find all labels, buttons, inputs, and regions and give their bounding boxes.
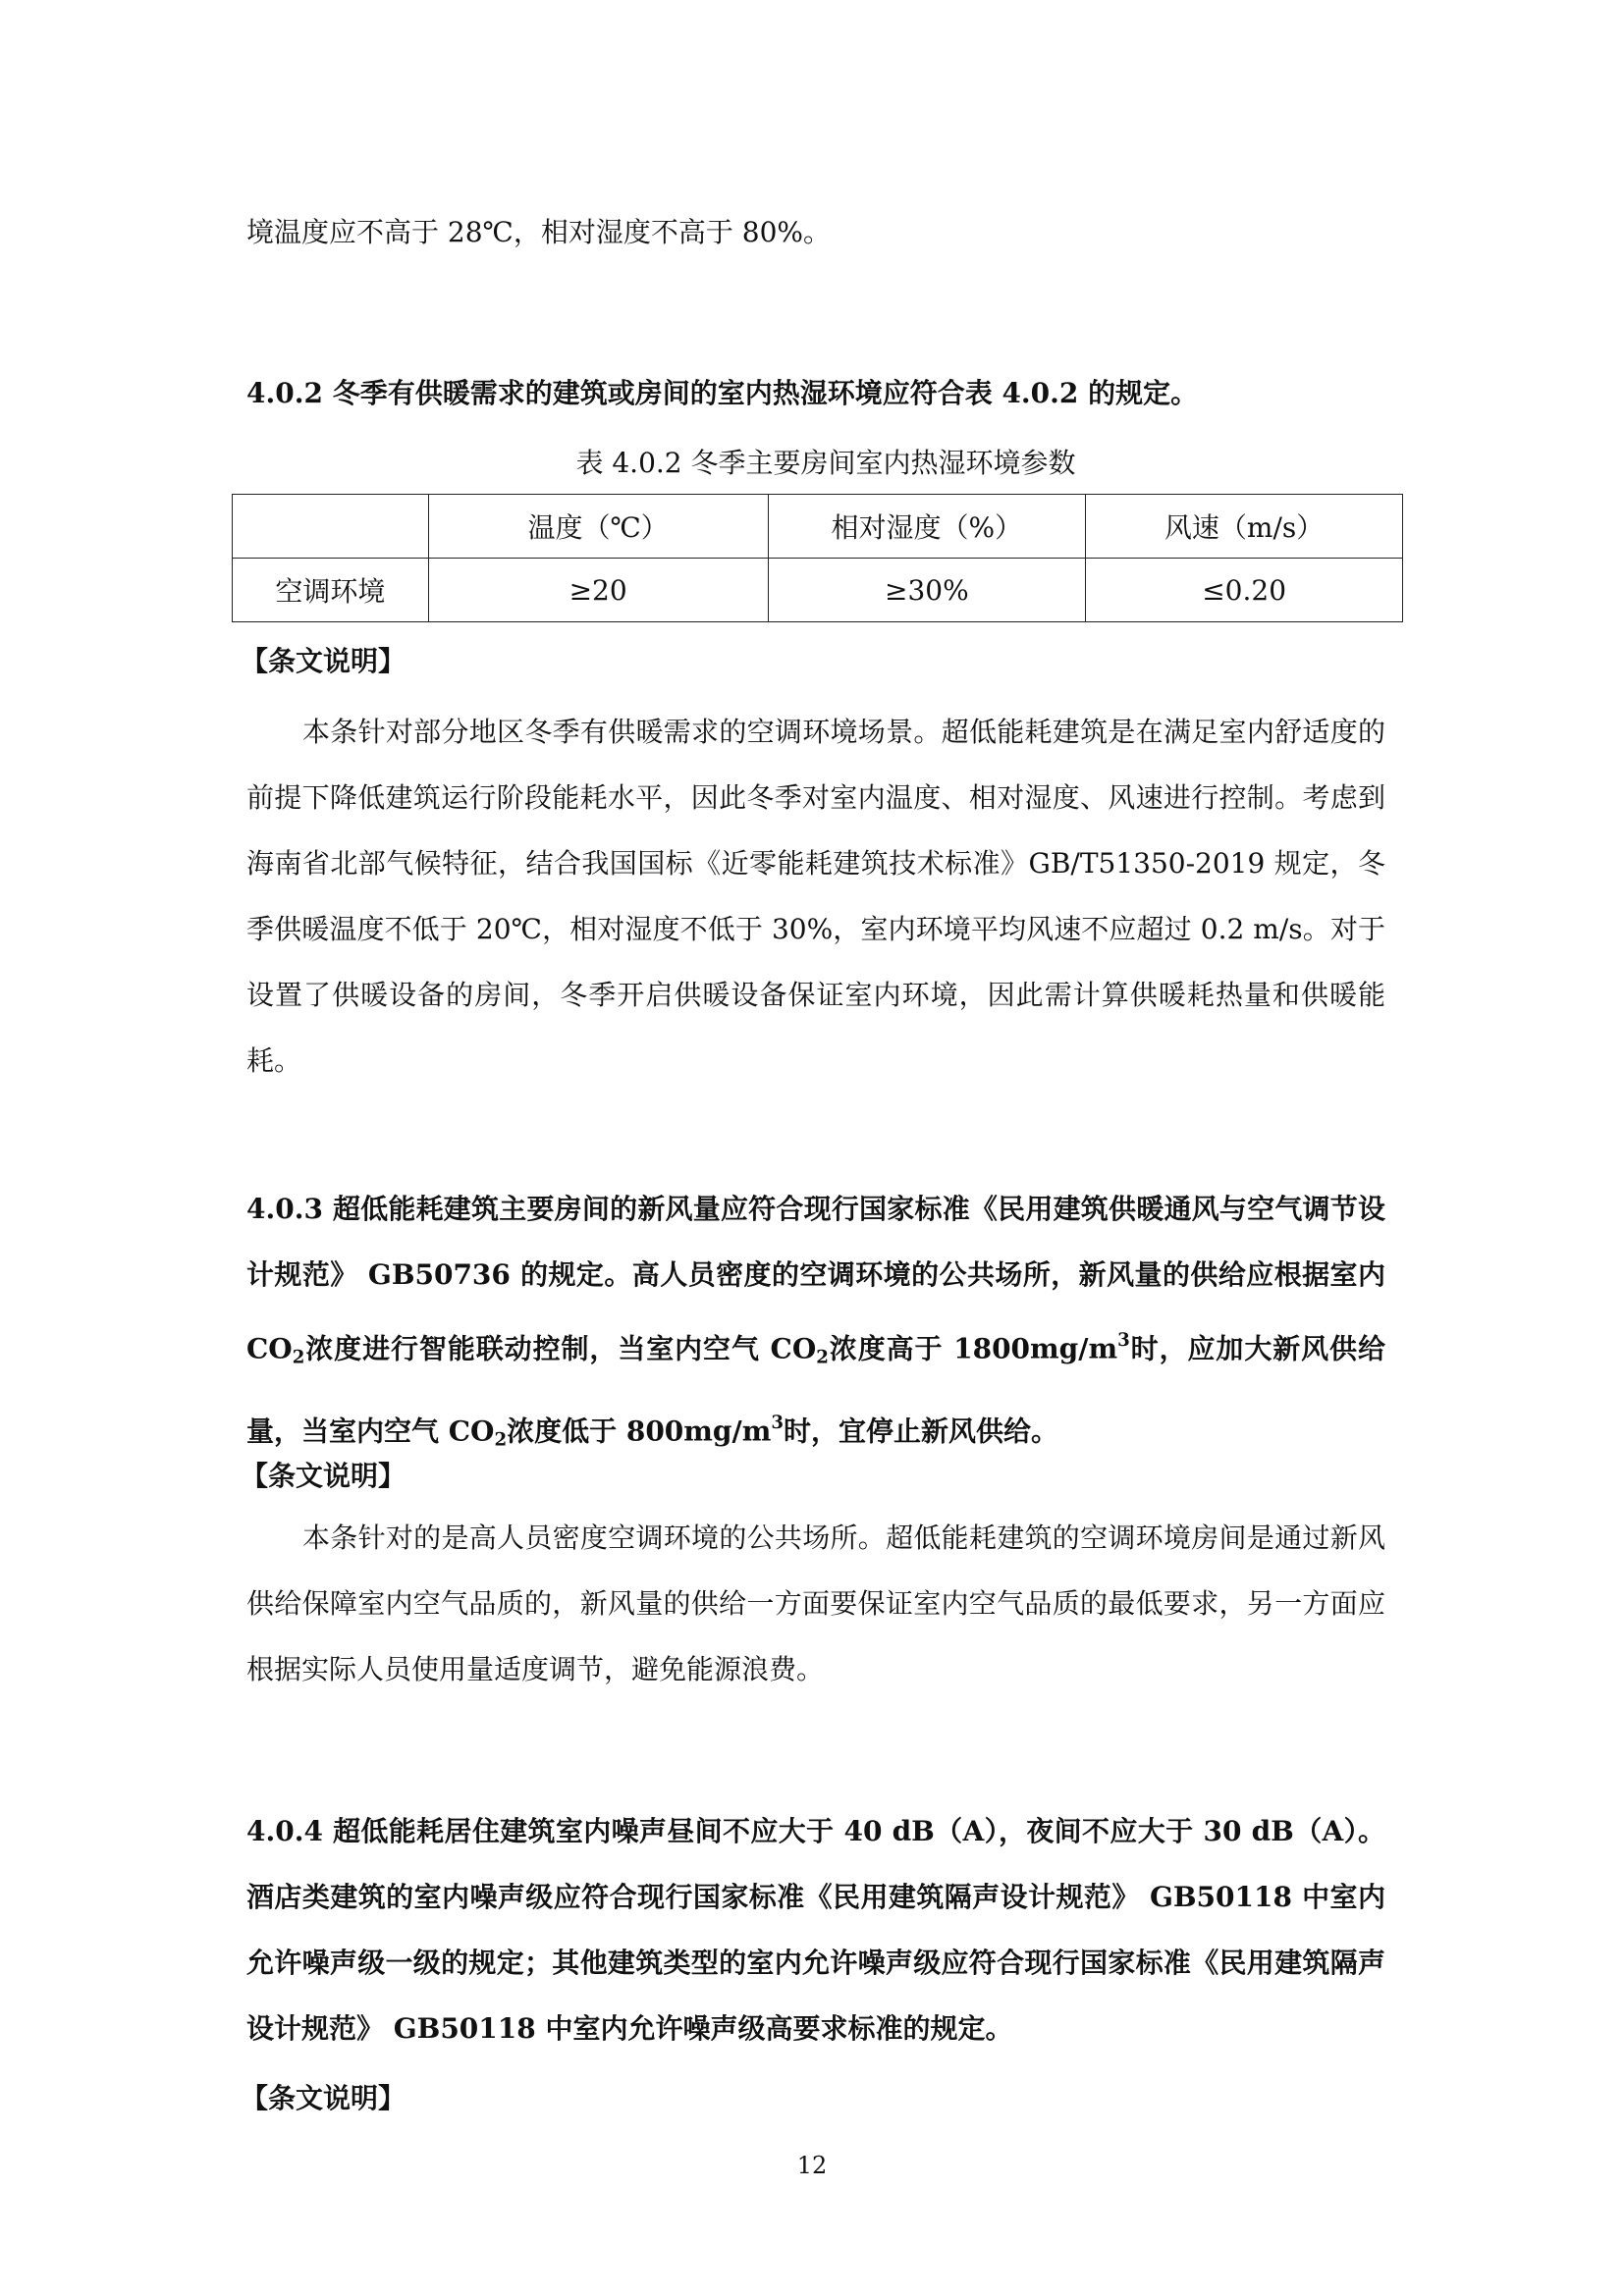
- table-cell: ≥30%: [768, 559, 1086, 622]
- table-header-row: [233, 495, 1403, 559]
- clause-403-note: [246, 1505, 1385, 1702]
- table-cell: 空调环境: [233, 559, 429, 622]
- clause-404-heading-text: 4.0.4 超低能耗居住建筑室内噪声昼间不应大于 40 dB（A），夜间不应大于 30 dB（A）。酒店类建筑的室内噪声级应符合现行国家标准《民用建筑隔声设计规范》 GB50118 中室内允许噪声级一级的规定；其他建筑类型的室内允许噪声级应符合现行国家标准《民用建筑隔声设计规范》 GB50118 中室内允许噪声级高要求标准的规定。: [246, 1815, 1385, 2045]
- parameters-table: [232, 494, 1403, 622]
- note-heading: 【条文说明】: [241, 2082, 406, 2114]
- clause-403-text-segment: 浓度进行智能联动控制，当室内空气 CO: [304, 1332, 817, 1365]
- superscript: 3: [1117, 1330, 1130, 1351]
- subscript: 2: [494, 1429, 508, 1451]
- page-number: 12: [796, 2152, 828, 2179]
- note-paragraph: 本条针对的是高人员密度空调环境的公共场所。超低能耗建筑的空调环境房间是通过新风供给保障室内空气品质的，新风量的供给一方面要保证室内空气品质的最低要求，另一方面应根据实际人员使用量适度调节，避免能源浪费。: [246, 1522, 1385, 1685]
- clause-404-note-heading: [241, 2079, 1380, 2118]
- subscript: 2: [292, 1347, 305, 1368]
- note-heading: 【条文说明】: [241, 645, 406, 677]
- clause-402-heading-text: 4.0.2 冬季有供暖需求的建筑或房间的室内热湿环境应符合表 4.0.2 的规定。: [246, 377, 1199, 409]
- table-header-cell: 相对湿度（%）: [768, 495, 1086, 559]
- clause-403-text-segment: 时，应加大新风供给量，当室内空气 CO: [246, 1332, 1385, 1449]
- continuation-text: 境温度应不高于 28℃，相对湿度不高于 80%。: [246, 216, 831, 248]
- clause-403-heading: [246, 1176, 1385, 1473]
- table-header-cell: 温度（℃）: [428, 495, 768, 559]
- clause-403-text-segment: 4.0.3 超低能耗建筑主要房间的新风量应符合现行国家标准《民用建筑供暖通风与空气调节设计规范》 GB50736 的规定。高人员密度的空调环境的公共场所，新风量的供给应根据室内 CO: [246, 1193, 1385, 1365]
- clause-404-heading: [246, 1798, 1385, 2061]
- note-paragraph: 本条针对部分地区冬季有供暖需求的空调环境场景。超低能耗建筑是在满足室内舒适度的前提下降低建筑运行阶段能耗水平，因此冬季对室内温度、相对湿度、风速进行控制。考虑到海南省北部气候特征，结合我国国标《近零能耗建筑技术标准》GB/T51350-2019 规定，冬季供暖温度不低于 20℃，相对湿度不低于 30%，室内环境平均风速不应超过 0.2 m/s。对于设置了供暖设备的房间，冬季开启供暖设备保证室内环境，因此需计算供暖耗热量和供暖能耗。: [246, 716, 1385, 1077]
- clause-403-heading-text: [246, 1176, 1385, 1473]
- table-cell: ≤0.20: [1086, 559, 1403, 622]
- table-header-cell: 风速（m/s）: [1086, 495, 1403, 559]
- superscript: 3: [771, 1413, 785, 1434]
- clause-402-heading: [246, 360, 1385, 426]
- table-cell: ≥20: [428, 559, 768, 622]
- continuation-paragraph: [246, 199, 1385, 265]
- clause-402-note: [246, 699, 1385, 1094]
- clause-403-text-segment: 浓度高于 1800mg/m: [828, 1332, 1118, 1365]
- table-caption: 表 4.0.2 冬季主要房间室内热湿环境参数: [575, 447, 1076, 479]
- clause-403-text-segment: 浓度低于 800mg/m: [507, 1415, 772, 1449]
- clause-402-note-heading: [241, 642, 1380, 681]
- table-header-cell: [233, 495, 429, 559]
- table-row: [233, 559, 1403, 622]
- note-heading: 【条文说明】: [241, 1460, 406, 1492]
- clause-403-text-segment: 时，宜停止新风供给。: [784, 1415, 1059, 1449]
- clause-403-note-heading: [241, 1457, 1380, 1496]
- subscript: 2: [816, 1347, 829, 1368]
